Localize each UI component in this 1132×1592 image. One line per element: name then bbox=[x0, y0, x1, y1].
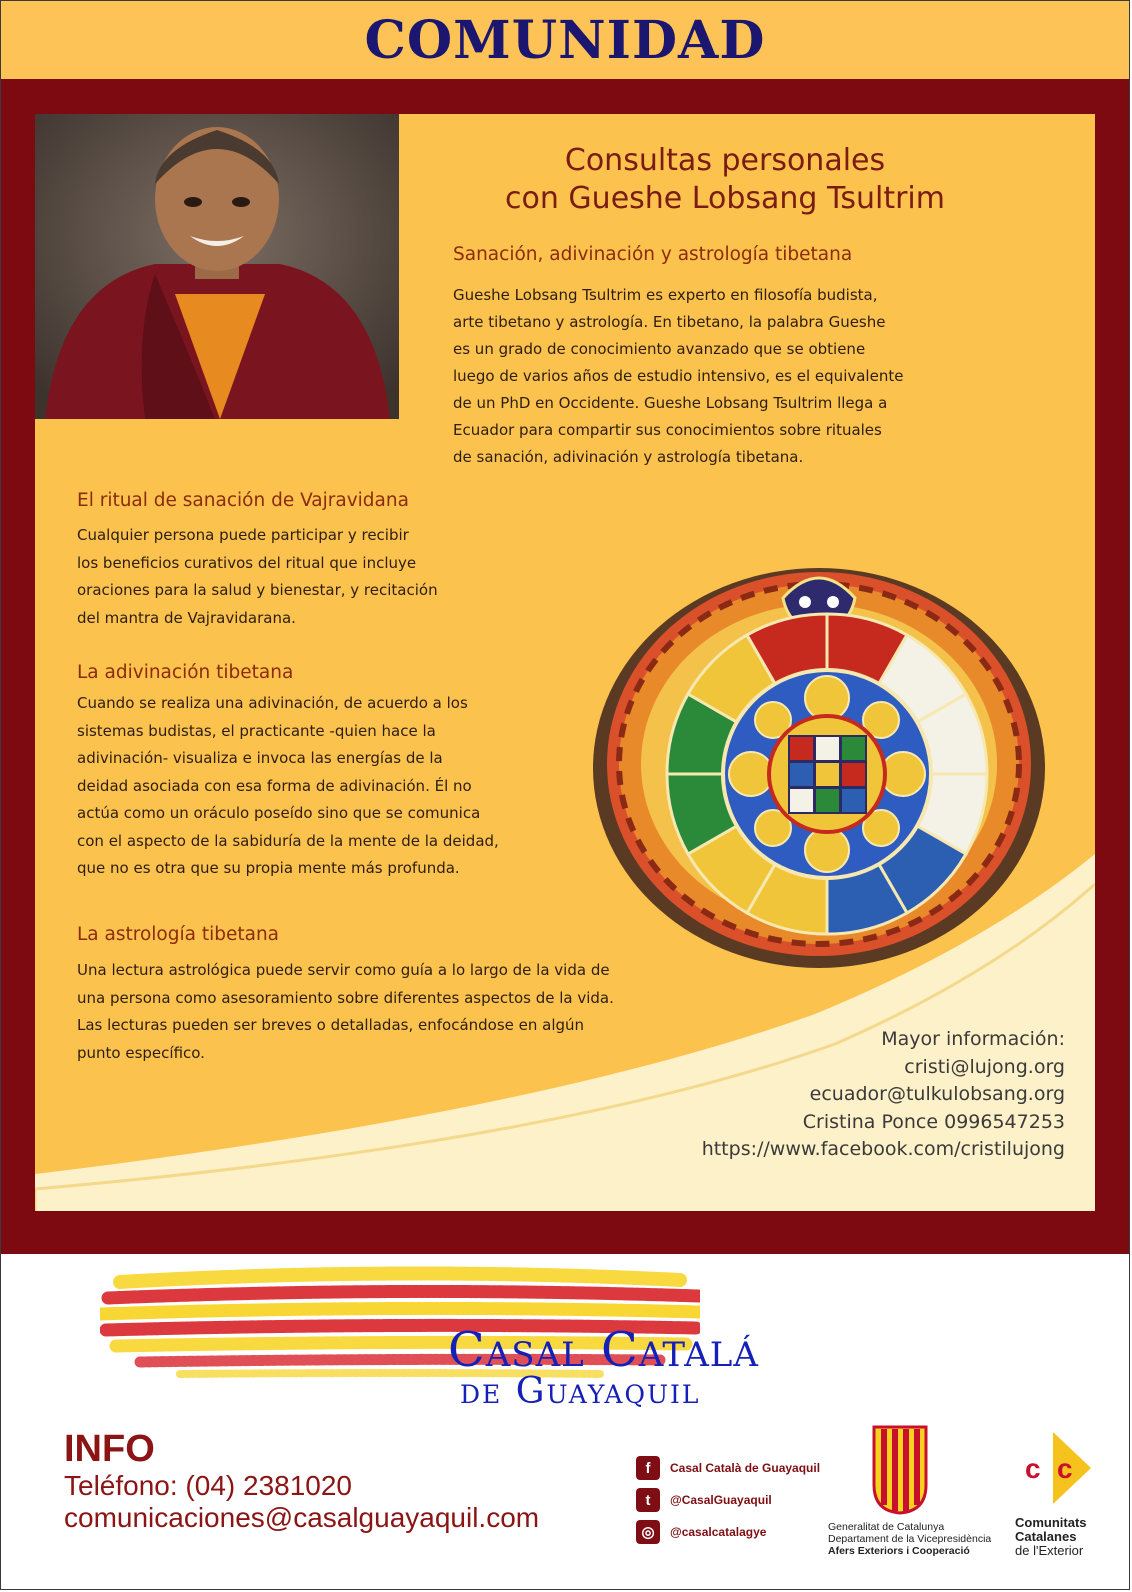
comunitats-text bbox=[1015, 1516, 1115, 1558]
info-email[interactable]: comunicaciones@casalguayaquil.com bbox=[64, 1502, 540, 1533]
section-line: Cualquier persona puede participar y recibir bbox=[77, 526, 409, 544]
facebook-icon: f bbox=[636, 1456, 660, 1480]
section-line: adivinación- visualiza e invoca las energías de la bbox=[77, 749, 443, 767]
generalitat-line: Departament de la Vicepresidència bbox=[828, 1533, 992, 1545]
info-title: INFO bbox=[64, 1428, 155, 1470]
cc-line: Catalanes bbox=[1015, 1529, 1077, 1544]
info-block bbox=[64, 1428, 539, 1534]
generalitat-line: Afers Exteriors i Cooperació bbox=[828, 1545, 970, 1557]
intro-line: Gueshe Lobsang Tsultrim es experto en filosofía budista, bbox=[453, 286, 878, 304]
twitter-icon: t bbox=[636, 1488, 660, 1512]
section-line: los beneficios curativos del ritual que incluye bbox=[77, 553, 417, 572]
header-band bbox=[1, 1, 1129, 79]
intro-line: Ecuador para compartir sus conocimientos sobre rituales bbox=[453, 421, 882, 439]
tibetan-astrology-mandala-illustration bbox=[583, 528, 1055, 980]
section-heading-astrology: La astrología tibetana bbox=[77, 924, 280, 945]
generalitat-text bbox=[828, 1521, 1018, 1557]
social-facebook[interactable] bbox=[636, 1452, 820, 1484]
contact-phone: Cristina Ponce 0996547253 bbox=[802, 1110, 1065, 1133]
poster-subtitle: Sanación, adivinación y astrología tibetana bbox=[453, 244, 853, 265]
section-line: una persona como asesoramiento sobre diferentes aspectos de la vida. bbox=[77, 988, 614, 1007]
portrait-photo bbox=[35, 114, 399, 419]
casal-name-line2: de Guayaquil bbox=[460, 1371, 701, 1412]
poster-title-line: con Gueshe Lobsang Tsultrim bbox=[505, 181, 945, 216]
section-text-healing-ritual bbox=[77, 522, 438, 632]
generalitat-line: Generalitat de Catalunya bbox=[828, 1521, 945, 1533]
event-poster bbox=[35, 114, 1095, 1211]
catalan-shield-icon bbox=[872, 1425, 928, 1515]
section-line: Las lecturas pueden ser breves o detalladas, enfocándose en algún bbox=[77, 1016, 585, 1034]
cc-logo-icon bbox=[1023, 1432, 1091, 1504]
header-title: COMUNIDAD bbox=[364, 9, 766, 71]
section-line: Cuando se realiza una adivinación, de acuerdo a los bbox=[77, 694, 468, 712]
section-line: que no es otra que su propia mente más profunda. bbox=[77, 859, 460, 877]
contact-email[interactable]: ecuador@tulkulobsang.org bbox=[809, 1083, 1065, 1105]
section-heading-divination: La adivinación tibetana bbox=[77, 662, 294, 683]
cc-line: de l'Exterior bbox=[1015, 1543, 1084, 1558]
section-heading-healing-ritual: El ritual de sanación de Vajravidana bbox=[77, 490, 409, 511]
social-instagram[interactable] bbox=[636, 1516, 820, 1548]
social-twitter[interactable] bbox=[636, 1484, 820, 1516]
intro-line: luego de varios años de estudio intensivo, es el equivalente bbox=[453, 367, 904, 385]
section-line: deidad asociada con esa forma de adivinación. Él no bbox=[77, 776, 472, 795]
social-label: Casal Català de Guayaquil bbox=[670, 1461, 821, 1475]
intro-line: arte tibetano y astrología. En tibetano, la palabra Gueshe bbox=[453, 313, 886, 331]
poster-title bbox=[400, 142, 1050, 218]
section-line: actúa como un oráculo poseído sino que se comunica bbox=[77, 804, 481, 822]
contact-facebook-link[interactable]: https://www.facebook.com/cristilujong bbox=[701, 1138, 1065, 1160]
casal-name-line1: Casal Catalá bbox=[448, 1322, 759, 1378]
poster-title-line: Consultas personales bbox=[564, 143, 886, 178]
section-line: del mantra de Vajravidarana. bbox=[77, 608, 296, 627]
intro-paragraph bbox=[453, 282, 1053, 471]
contact-heading: Mayor información: bbox=[881, 1028, 1065, 1050]
cc-letter: c bbox=[1057, 1453, 1073, 1484]
cc-letter: c bbox=[1025, 1453, 1041, 1484]
social-label: @CasalGuayaquil bbox=[670, 1493, 772, 1507]
section-text-astrology bbox=[77, 957, 614, 1067]
contact-email[interactable]: cristi@lujong.org bbox=[904, 1055, 1065, 1078]
intro-line: de un PhD en Occidente. Gueshe Lobsang Tsultrim llega a bbox=[453, 394, 888, 412]
section-line: con el aspecto de la sabiduría de la mente de la deidad, bbox=[77, 831, 499, 850]
section-line: punto específico. bbox=[77, 1043, 205, 1062]
casal-catala-wordmark bbox=[448, 1322, 948, 1412]
instagram-icon: ◎ bbox=[636, 1520, 660, 1544]
contact-info bbox=[702, 1026, 1065, 1164]
intro-line: es un grado de conocimiento avanzado que se obtiene bbox=[453, 340, 866, 358]
section-line: oraciones para la salud y bienestar, y recitación bbox=[77, 581, 438, 599]
intro-line: de sanación, adivinación y astrología tibetana. bbox=[453, 448, 804, 466]
social-label: @casalcatalagye bbox=[670, 1525, 767, 1539]
cc-line: Comunitats bbox=[1015, 1515, 1087, 1530]
social-links bbox=[636, 1452, 820, 1548]
info-phone: Teléfono: (04) 2381020 bbox=[64, 1470, 352, 1501]
section-line: sistemas budistas, el practicante -quien hace la bbox=[77, 721, 436, 740]
section-line: Una lectura astrológica puede servir como guía a lo largo de la vida de bbox=[77, 961, 610, 979]
section-text-divination bbox=[77, 690, 499, 883]
